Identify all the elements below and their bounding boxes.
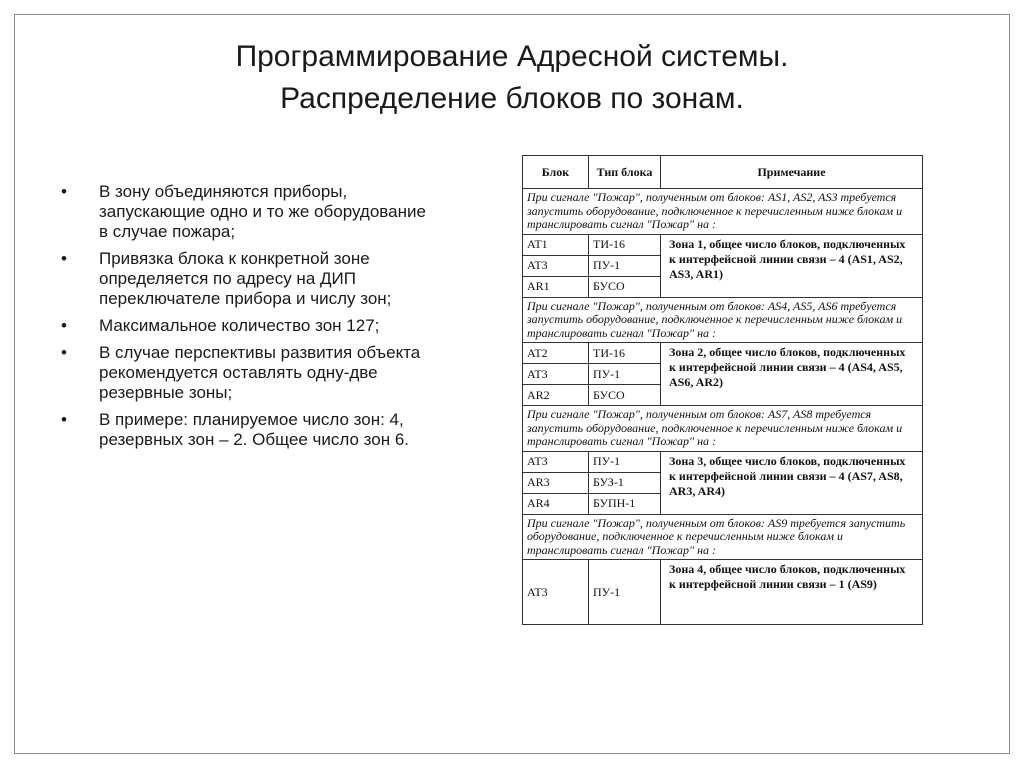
block-cell: AT3 (523, 364, 589, 385)
type-cell: ПУ-1 (589, 255, 661, 276)
bullet-text: В примере: планируемое число зон: 4, резервных зон – 2. Общее число зон 6. (99, 410, 410, 449)
slide-title (0, 36, 1024, 120)
bullet-item (58, 316, 428, 336)
type-cell: ТИ-16 (589, 343, 661, 364)
bullet-item (58, 343, 428, 403)
group-note: При сигнале "Пожар", полученным от блоков: AS7, AS8 требуется запустить оборудование, подключенное к перечисленным ниже блокам и транслировать сигнал "Пожар" на : (523, 406, 923, 452)
block-cell: AT3 (523, 255, 589, 276)
table-header-row (523, 156, 923, 189)
bullet-text: Максимальное количество зон 127; (99, 316, 380, 335)
zone-cell: Зона 3, общее число блоков, подключенных к интерфейсной линии связи – 4 (AS7, AS8, AR3, AR4) (661, 451, 923, 514)
type-cell: БУПН-1 (589, 493, 661, 514)
table-row (523, 406, 923, 452)
header-type: Тип блока (589, 156, 661, 189)
block-cell: AR3 (523, 472, 589, 493)
block-cell: AT3 (523, 451, 589, 472)
type-cell: БУЗ-1 (589, 472, 661, 493)
bullet-text: В зону объединяются приборы, запускающие одно и то же оборудование в случае пожара; (99, 182, 426, 241)
title-line-2: Распределение блоков по зонам. (280, 82, 744, 115)
bullet-text: В случае перспективы развития объекта рекомендуется оставлять одну-две резервные зоны; (99, 343, 421, 402)
bullet-marker: • (61, 410, 67, 429)
bullet-text: Привязка блока к конкретной зоне определяется по адресу на ДИП переключателе прибора и числу зон; (99, 249, 392, 308)
bullet-item (58, 410, 428, 450)
type-cell: ПУ-1 (589, 451, 661, 472)
bullet-marker: • (61, 343, 67, 362)
bullet-marker: • (61, 316, 67, 335)
type-cell: БУСО (589, 385, 661, 406)
bullet-list (58, 182, 428, 457)
block-cell: AT3 (523, 560, 589, 625)
table-row (523, 343, 923, 364)
block-cell: AR1 (523, 276, 589, 297)
block-cell: AR2 (523, 385, 589, 406)
type-cell: ТИ-16 (589, 234, 661, 255)
zone-cell: Зона 4, общее число блоков, подключенных к интерфейсной линии связи – 1 (AS9) (661, 560, 923, 625)
block-cell: AT2 (523, 343, 589, 364)
header-note: Примечание (661, 156, 923, 189)
bullet-marker: • (61, 249, 67, 268)
block-cell: AR4 (523, 493, 589, 514)
group-note: При сигнале "Пожар", полученным от блоков: AS4, AS5, AS6 требуется запустить оборудование, подключенное к перечисленным ниже блокам и транслировать сигнал "Пожар" на : (523, 297, 923, 343)
type-cell: ПУ-1 (589, 364, 661, 385)
zone-distribution-table (522, 155, 923, 625)
zone-cell: Зона 1, общее число блоков, подключенных к интерфейсной линии связи – 4 (AS1, AS2, AS3, AR1) (661, 234, 923, 297)
group-note: При сигнале "Пожар", полученным от блоков: AS1, AS2, AS3 требуется запустить оборудование, подключенное к перечисленным ниже блокам и транслировать сигнал "Пожар" на : (523, 189, 923, 235)
bullet-marker: • (61, 182, 67, 201)
bullet-item (58, 249, 428, 309)
table-row (523, 189, 923, 235)
table-row (523, 234, 923, 255)
table-row (523, 297, 923, 343)
block-cell: AT1 (523, 234, 589, 255)
type-cell: ПУ-1 (589, 560, 661, 625)
table-row (523, 514, 923, 560)
header-block: Блок (523, 156, 589, 189)
table-row (523, 451, 923, 472)
table-row (523, 560, 923, 625)
bullet-item (58, 182, 428, 242)
title-line-1: Программирование Адресной системы. (235, 40, 789, 73)
type-cell: БУСО (589, 276, 661, 297)
group-note: При сигнале "Пожар", полученным от блоков: AS9 требуется запустить оборудование, подключенное к перечисленным ниже блокам и транслировать сигнал "Пожар" на : (523, 514, 923, 560)
zone-cell: Зона 2, общее число блоков, подключенных к интерфейсной линии связи – 4 (AS4, AS5, AS6, AR2) (661, 343, 923, 406)
